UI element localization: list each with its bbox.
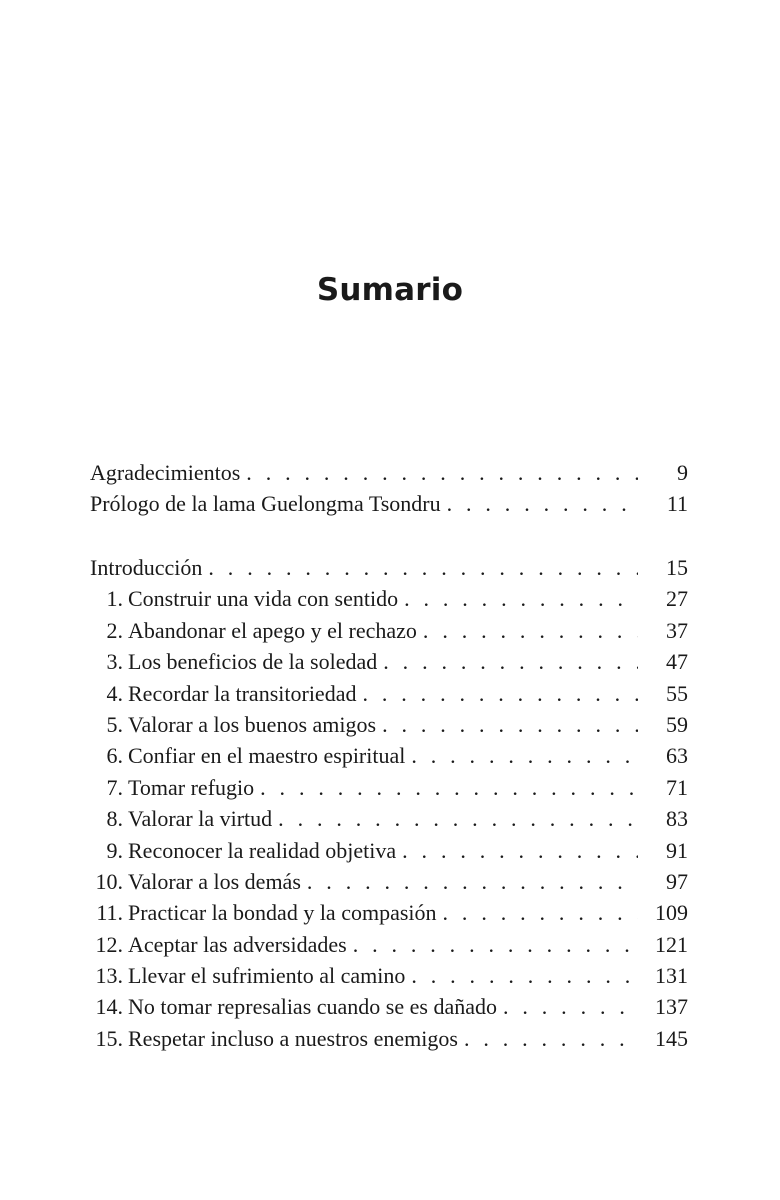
toc-page-number: 145 — [655, 1025, 688, 1051]
toc-entry-chapter — [90, 678, 688, 709]
toc-entry-label: Tomar refugio — [128, 774, 255, 800]
toc-entry — [90, 457, 688, 488]
toc-chapter-number: 7. — [106, 774, 123, 800]
toc-entry-chapter — [90, 646, 688, 677]
toc-entry-label: Recordar la transitoriedad — [128, 680, 357, 706]
toc-entry-label: Prólogo de la lama Guelongma Tsondru — [90, 491, 441, 517]
toc-leader-dots — [382, 709, 638, 740]
toc-leader-dots — [447, 488, 638, 519]
toc-page-number: 83 — [666, 806, 688, 832]
toc-leader-dots — [208, 552, 638, 583]
toc-chapter-number: 11. — [96, 900, 123, 926]
toc-chapter-list — [90, 583, 688, 1054]
toc-page-number: 9 — [677, 460, 688, 485]
toc-entry-chapter — [90, 991, 688, 1022]
toc-chapter-number: 10. — [95, 868, 123, 894]
toc-entry — [90, 488, 688, 519]
toc-main — [90, 552, 688, 1054]
toc-entry-chapter — [90, 835, 688, 866]
toc-leader-dots — [307, 866, 638, 897]
toc-chapter-number: 4. — [106, 680, 123, 706]
toc-page-number: 63 — [666, 743, 688, 769]
toc-page-number: 37 — [666, 617, 688, 643]
toc-entry-intro — [90, 552, 688, 583]
toc-page-number: 15 — [666, 555, 688, 580]
toc-entry-label: Practicar la bondad y la compasión — [128, 900, 437, 926]
toc-page-number: 55 — [666, 680, 688, 706]
toc-page-number: 27 — [666, 586, 688, 612]
toc-entry-chapter — [90, 929, 688, 960]
toc-entry-chapter — [90, 772, 688, 803]
toc-leader-dots — [353, 929, 638, 960]
page-title: Sumario — [316, 272, 464, 308]
toc-leader-dots — [464, 1023, 638, 1054]
toc-entry-label: Respetar incluso a nuestros enemigos — [128, 1025, 458, 1051]
toc-chapter-number: 1. — [106, 586, 123, 612]
toc-entry-label: Abandonar el apego y el rechazo — [128, 617, 417, 643]
toc-chapter-number: 6. — [106, 743, 123, 769]
toc-entry-label: Confiar en el maestro espiritual — [128, 743, 406, 769]
toc-chapter-number: 9. — [106, 837, 123, 863]
toc-entry-label: Llevar el sufrimiento al camino — [128, 963, 406, 989]
toc-entry-label: Valorar a los demás — [128, 868, 301, 894]
toc-leader-dots — [503, 991, 638, 1022]
toc-leader-dots — [411, 740, 638, 771]
toc-page-number: 97 — [666, 868, 688, 894]
toc-page-number: 71 — [666, 774, 688, 800]
toc-leader-dots — [383, 646, 638, 677]
toc-leader-dots — [278, 803, 638, 834]
toc-entry-label: Aceptar las adversidades — [128, 931, 347, 957]
toc-entry-label: Agradecimientos — [90, 460, 241, 485]
toc-entry-chapter — [90, 866, 688, 897]
toc-entry-chapter — [90, 709, 688, 740]
toc-entry-chapter — [90, 960, 688, 991]
toc-page-number: 91 — [666, 837, 688, 863]
toc-front-matter — [90, 457, 688, 520]
toc-entry-chapter — [90, 583, 688, 614]
toc-leader-dots — [404, 583, 638, 614]
toc-page-number: 59 — [666, 711, 688, 737]
toc-entry-label: No tomar represalias cuando se es dañado — [128, 994, 497, 1020]
toc-entry-label: Los beneficios de la soledad — [128, 649, 378, 675]
toc-entry-chapter — [90, 615, 688, 646]
toc-entry-chapter — [90, 1023, 688, 1054]
toc-page-number: 11 — [666, 491, 688, 517]
toc-page-number: 131 — [655, 963, 688, 989]
toc-page-number: 109 — [655, 900, 688, 926]
toc-leader-dots — [411, 960, 638, 991]
toc-entry-chapter — [90, 803, 688, 834]
toc-chapter-number: 3. — [106, 649, 123, 675]
toc-page-number: 137 — [655, 994, 688, 1020]
toc-chapter-number: 12. — [95, 931, 123, 957]
toc-page-number: 121 — [655, 931, 688, 957]
toc-entry-label: Reconocer la realidad objetiva — [128, 837, 397, 863]
toc-chapter-number: 15. — [95, 1025, 123, 1051]
toc-leader-dots — [402, 835, 638, 866]
toc-leader-dots — [423, 615, 638, 646]
toc-leader-dots — [260, 772, 638, 803]
toc-chapter-number: 8. — [106, 806, 123, 832]
toc-chapter-number: 5. — [106, 711, 123, 737]
toc-entry-label: Valorar la virtud — [128, 806, 273, 832]
toc-leader-dots — [246, 457, 638, 488]
toc-leader-dots — [362, 678, 638, 709]
toc-entry-chapter — [90, 897, 688, 928]
toc-entry-chapter — [90, 740, 688, 771]
toc-chapter-number: 14. — [95, 994, 123, 1020]
toc-chapter-number: 2. — [106, 617, 123, 643]
toc-entry-label: Introducción — [90, 555, 203, 580]
toc-page-number: 47 — [666, 649, 688, 675]
toc-leader-dots — [443, 897, 638, 928]
toc-entry-label: Construir una vida con sentido — [128, 586, 399, 612]
toc-entry-label: Valorar a los buenos amigos — [128, 711, 377, 737]
toc-chapter-number: 13. — [95, 963, 123, 989]
